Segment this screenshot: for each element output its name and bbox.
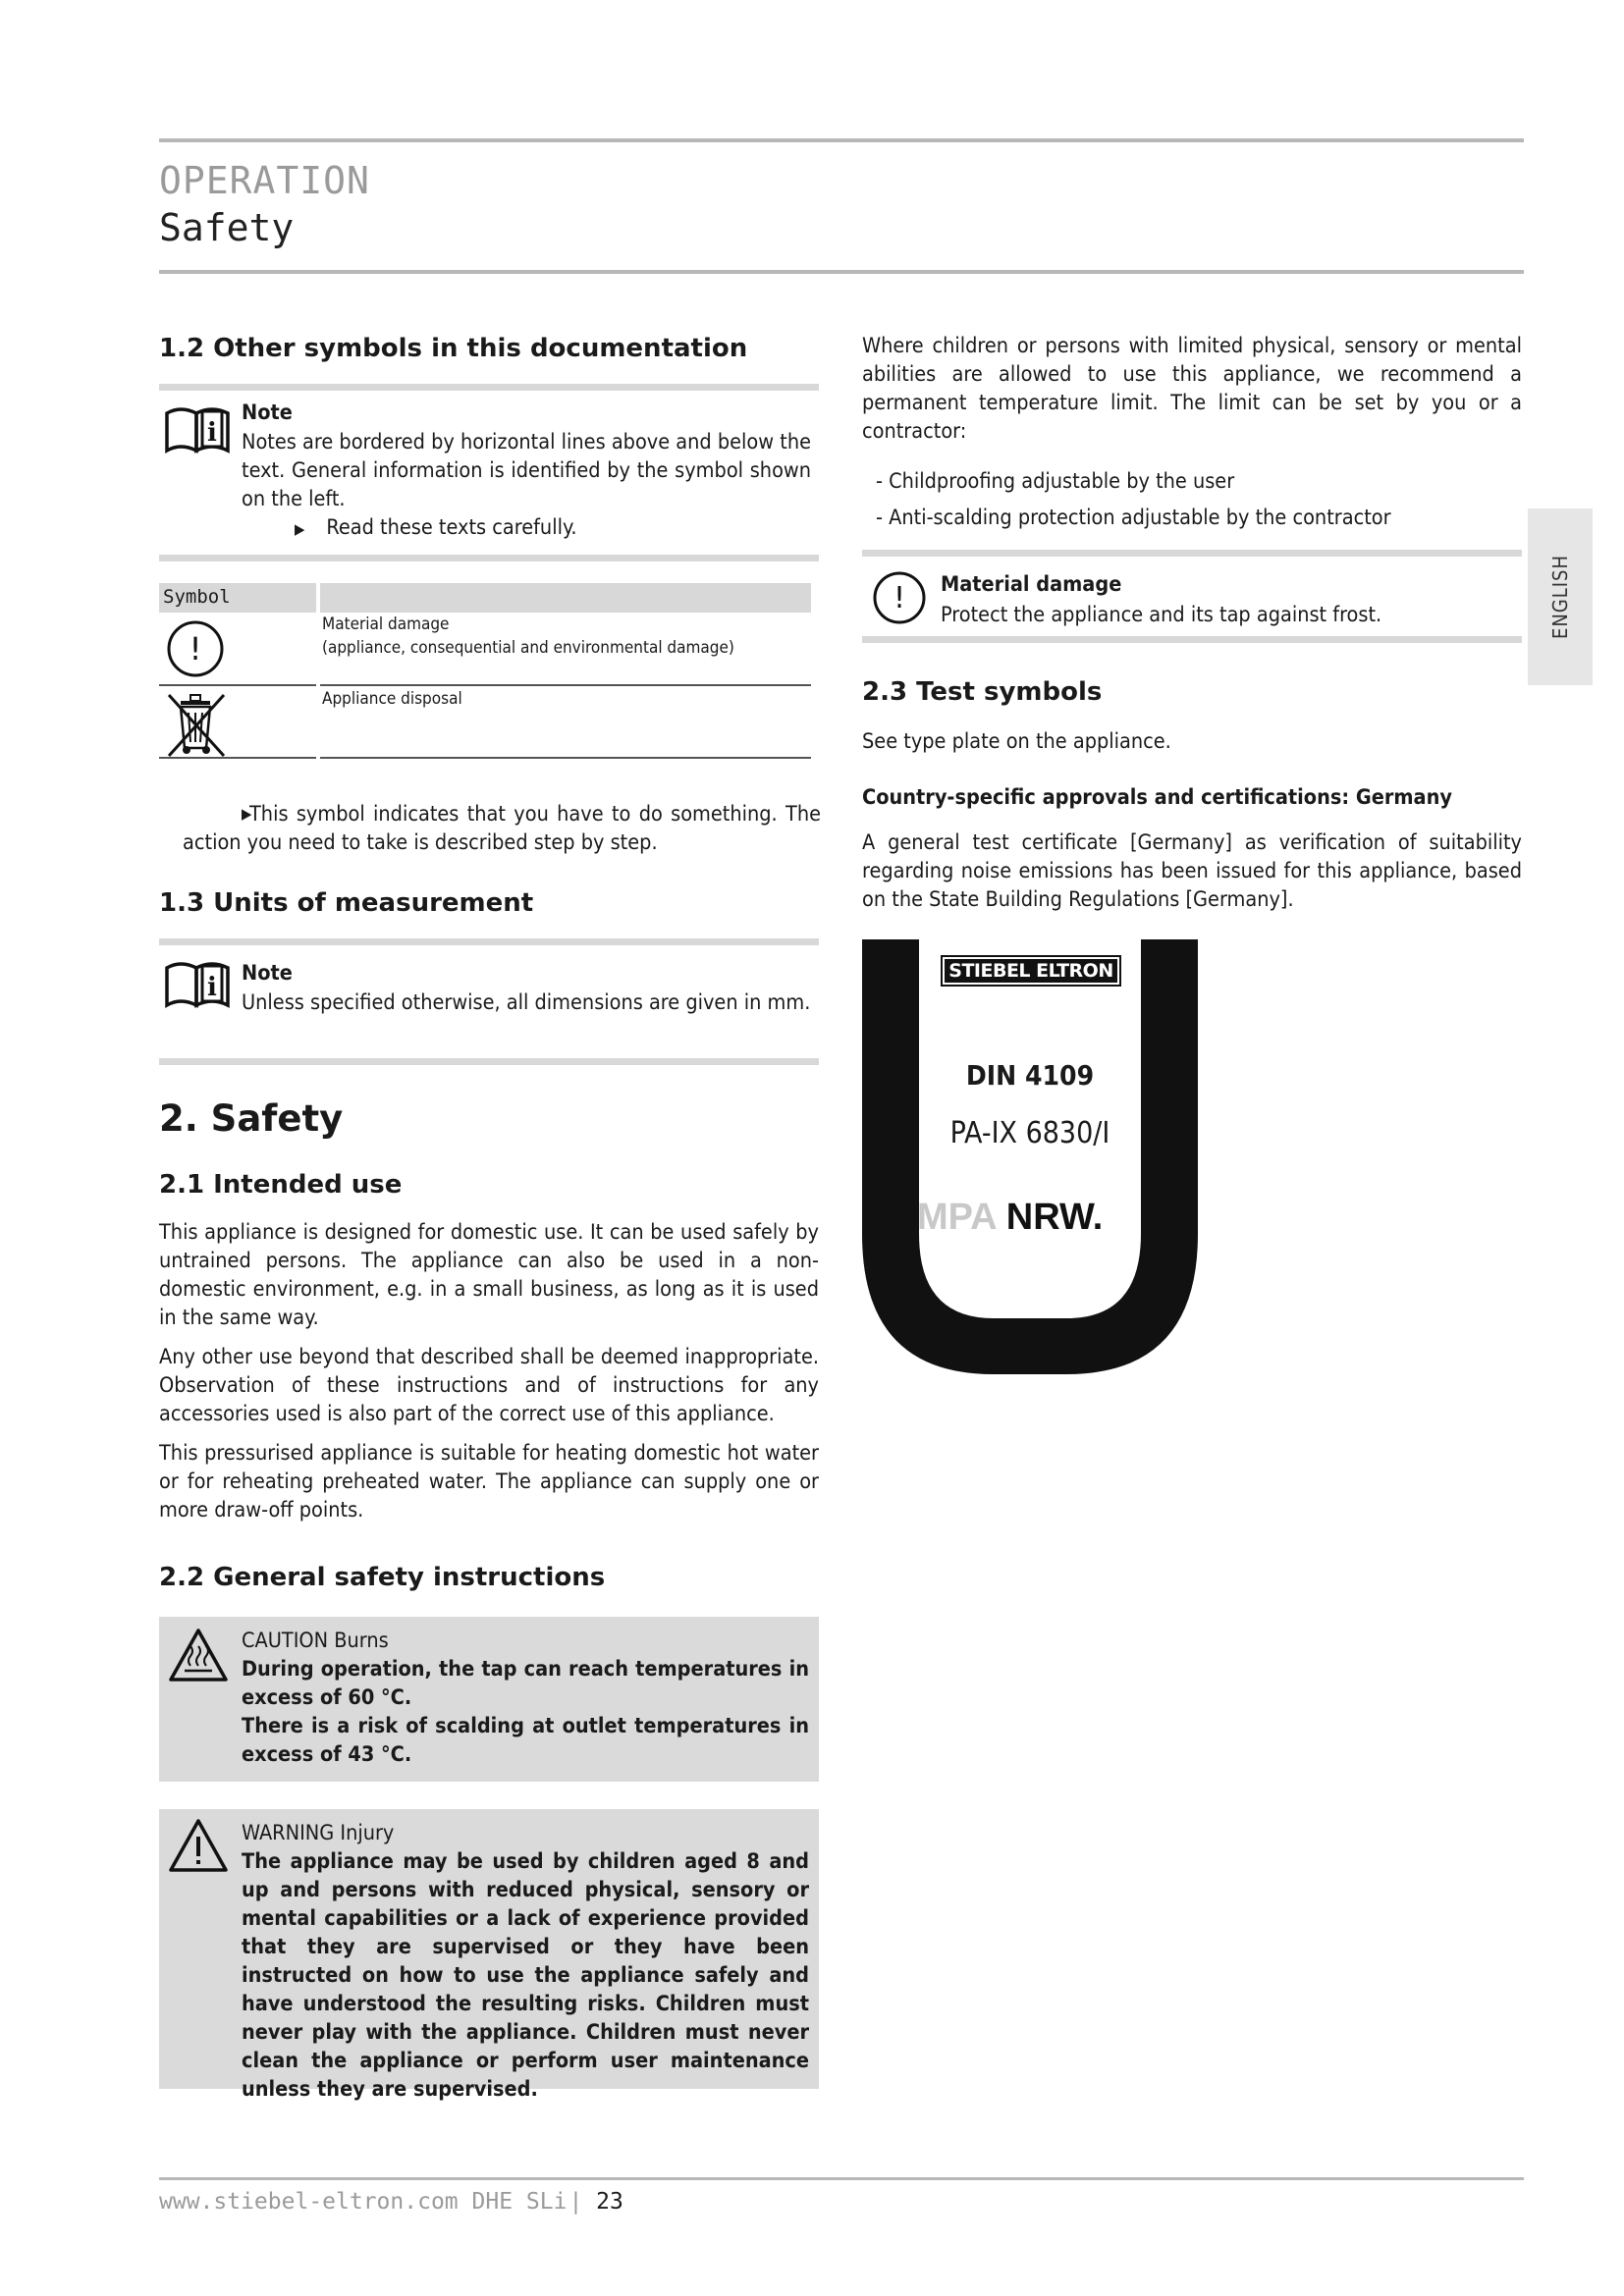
row2-desc: Appliance disposal	[322, 689, 462, 709]
note-text: Unless specified otherwise, all dimensions are given in mm.	[242, 990, 811, 1015]
mpa-nrw-logo: MPA NRW.	[917, 1197, 1104, 1238]
caution-title: CAUTION Burns	[242, 1629, 389, 1653]
md-text: Protect the appliance and its tap against frost.	[941, 603, 1382, 627]
heading-1-2: 1.2 Other symbols in this documentation	[159, 334, 748, 363]
svg-text:!: !	[189, 630, 202, 667]
warning-triangle-icon	[167, 1817, 230, 1874]
warning-title: WARNING Injury	[242, 1821, 395, 1845]
test-symbols-text: See type plate on the appliance.	[862, 729, 1171, 754]
table-rule	[320, 757, 811, 759]
page-title: Safety	[159, 206, 295, 249]
footer-rule	[159, 2177, 1524, 2180]
intended-use-p3: This pressurised appliance is suitable for heating domestic hot water or for reheating preheated water. The appliance can supply one or more draw-off points.	[159, 1441, 819, 1522]
list-item: - Anti-scalding protection adjustable by the contractor	[876, 506, 1391, 530]
footer-model: DHE SLi	[471, 2189, 568, 2215]
note-text: Notes are bordered by horizontal lines above and below the text. General information is identified by the symbol shown on the left.	[242, 430, 811, 511]
svg-text:!: !	[893, 581, 906, 615]
table-rule	[159, 684, 316, 686]
symbol-table-header-desc	[320, 583, 811, 613]
footer: www.stiebel-eltron.com DHE SLi| 23	[159, 2189, 623, 2215]
footer-url[interactable]: www.stiebel-eltron.com	[159, 2189, 459, 2215]
row1-desc: Material damage (appliance, consequential and environmental damage)	[322, 614, 734, 658]
children-intro: Where children or persons with limited physical, sensory or mental abilities are allowed to use this appliance, we recommend a permanent temperature limit. The limit can be set by you or a contractor:	[862, 334, 1522, 444]
caution-box	[159, 1617, 819, 1782]
page-number: 23	[596, 2189, 623, 2215]
intended-use-p1: This appliance is designed for domestic use. It can be used safely by untrained persons. The appliance can also be used in a non-domestic environment, e.g. in a small business, as long as it is used in the same way.	[159, 1220, 819, 1330]
certificate-paragraph: A general test certificate [Germany] as verification of suitability regarding noise emissions has been issued for this appliance, based on the State Building Regulations [Germany].	[862, 830, 1522, 912]
note-title: Note	[242, 400, 293, 425]
note-box-1-2	[159, 384, 819, 561]
u-mark-badge	[862, 939, 1198, 1374]
note-title: Note	[242, 961, 293, 986]
section-label: OPERATION	[159, 159, 370, 202]
list-item: - Childproofing adjustable by the user	[876, 469, 1235, 494]
symbol-table-header: Symbol	[159, 583, 316, 613]
action-paragraph: ▶ This symbol indicates that you have to do something. The action you need to take is described step by step.	[183, 802, 821, 855]
material-damage-icon	[165, 618, 226, 679]
hot-surface-warning-icon	[167, 1627, 230, 1683]
note-box-1-3	[159, 938, 819, 1065]
limit-list	[876, 463, 1391, 536]
heading-2-3: 2.3 Test symbols	[862, 677, 1103, 707]
action-arrow-icon: ▶	[295, 520, 305, 538]
material-damage-box	[862, 550, 1522, 643]
brand-plate	[941, 955, 1121, 987]
intended-use-p2: Any other use beyond that described shall be deemed inappropriate. Observation of these instructions and of instructions for any accessories used is also part of the correct use of this appliance.	[159, 1345, 819, 1426]
badge-line1: DIN 4109	[965, 1059, 1095, 1092]
header-top-rule	[159, 138, 1524, 142]
info-book-icon	[163, 958, 232, 1012]
heading-2: 2. Safety	[159, 1097, 344, 1140]
svg-text:i: i	[207, 973, 217, 1002]
badge-line2: PA-IX 6830/I	[949, 1116, 1110, 1150]
md-title: Material damage	[941, 572, 1122, 597]
note-action: ▶ Read these texts carefully.	[295, 515, 577, 540]
warning-text: The appliance may be used by children aged 8 and up and persons with reduced physical, sensory or mental capabilities or a lack of experience provided that they are supervised or they have been instructed on how to use the appliance safely and have understood the resulting risks. Children must never play with the appliance. Children must never clean the appliance or perform user maintenance unless they are supervised.	[242, 1849, 809, 2102]
warning-box	[159, 1809, 819, 2102]
heading-2-2: 2.2 General safety instructions	[159, 1563, 606, 1592]
table-rule	[320, 684, 811, 686]
caution-line2: There is a risk of scalding at outlet temperatures in excess of 43 °C.	[242, 1714, 809, 1767]
table-rule	[159, 757, 316, 759]
country-sub-heading: Country-specific approvals and certifications: Germany	[862, 785, 1452, 810]
disposal-bin-icon	[161, 689, 232, 760]
heading-2-1: 2.1 Intended use	[159, 1170, 403, 1200]
info-book-icon	[163, 403, 232, 457]
svg-text:i: i	[207, 418, 217, 448]
heading-1-3: 1.3 Units of measurement	[159, 888, 534, 918]
language-tab[interactable]: ENGLISH	[1528, 508, 1593, 685]
material-damage-icon	[872, 570, 927, 625]
brand-logo: STIEBEL ELTRON	[948, 960, 1113, 982]
caution-line1: During operation, the tap can reach temperatures in excess of 60 °C.	[242, 1657, 809, 1710]
u-mark-shape	[862, 939, 1198, 1374]
header-bottom-rule	[159, 270, 1524, 274]
action-arrow-icon: ▶	[242, 805, 252, 823]
